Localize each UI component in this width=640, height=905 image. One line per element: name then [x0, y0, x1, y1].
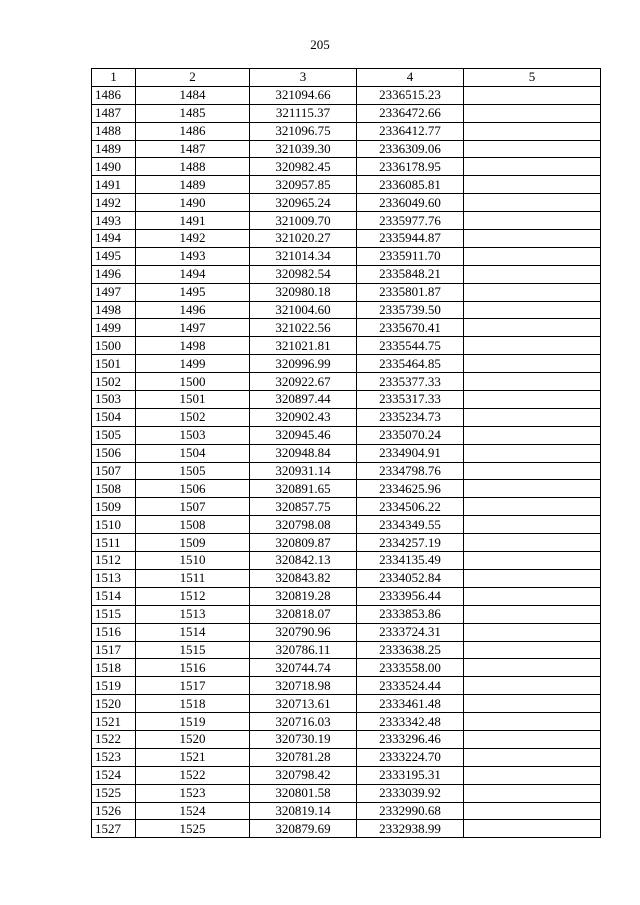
- index-cell: 1515: [136, 641, 250, 659]
- table-row: [92, 230, 601, 248]
- y-coordinate-cell: 2332938.99: [357, 820, 464, 838]
- table-row: [92, 283, 601, 301]
- x-coordinate-cell: 321020.27: [250, 230, 357, 248]
- index-cell: 1501: [136, 391, 250, 409]
- point-number-cell: 1512: [92, 552, 136, 570]
- header-cell-1: 1: [92, 69, 136, 87]
- note-cell: [464, 301, 601, 319]
- point-number-cell: 1501: [92, 355, 136, 373]
- note-cell: [464, 462, 601, 480]
- x-coordinate-cell: 320897.44: [250, 391, 357, 409]
- page-number: 205: [310, 37, 330, 52]
- y-coordinate-cell: 2336472.66: [357, 104, 464, 122]
- table-row: [92, 265, 601, 283]
- table-row: [92, 337, 601, 355]
- point-number-cell: 1490: [92, 158, 136, 176]
- x-coordinate-cell: 320843.82: [250, 569, 357, 587]
- point-number-cell: 1520: [92, 695, 136, 713]
- x-coordinate-cell: 320842.13: [250, 552, 357, 570]
- y-coordinate-cell: 2335911.70: [357, 247, 464, 265]
- table-row: [92, 516, 601, 534]
- note-cell: [464, 516, 601, 534]
- index-cell: 1500: [136, 373, 250, 391]
- note-cell: [464, 802, 601, 820]
- point-number-cell: 1497: [92, 283, 136, 301]
- index-cell: 1507: [136, 498, 250, 516]
- table-row: [92, 730, 601, 748]
- table-row: [92, 498, 601, 516]
- point-number-cell: 1496: [92, 265, 136, 283]
- point-number-cell: 1502: [92, 373, 136, 391]
- note-cell: [464, 766, 601, 784]
- table-row: [92, 408, 601, 426]
- y-coordinate-cell: 2333296.46: [357, 730, 464, 748]
- index-cell: 1513: [136, 605, 250, 623]
- note-cell: [464, 784, 601, 802]
- x-coordinate-cell: 320819.14: [250, 802, 357, 820]
- x-coordinate-cell: 320857.75: [250, 498, 357, 516]
- table-body: [92, 86, 601, 837]
- x-coordinate-cell: 320716.03: [250, 713, 357, 731]
- y-coordinate-cell: 2335377.33: [357, 373, 464, 391]
- point-number-cell: 1505: [92, 426, 136, 444]
- index-cell: 1525: [136, 820, 250, 838]
- x-coordinate-cell: 321004.60: [250, 301, 357, 319]
- note-cell: [464, 212, 601, 230]
- point-number-cell: 1515: [92, 605, 136, 623]
- note-cell: [464, 552, 601, 570]
- y-coordinate-cell: 2335317.33: [357, 391, 464, 409]
- point-number-cell: 1508: [92, 480, 136, 498]
- point-number-cell: 1498: [92, 301, 136, 319]
- table-row: [92, 355, 601, 373]
- index-cell: 1510: [136, 552, 250, 570]
- note-cell: [464, 373, 601, 391]
- x-coordinate-cell: 321096.75: [250, 122, 357, 140]
- index-cell: 1509: [136, 534, 250, 552]
- x-coordinate-cell: 320713.61: [250, 695, 357, 713]
- table-row: [92, 605, 601, 623]
- note-cell: [464, 158, 601, 176]
- point-number-cell: 1494: [92, 230, 136, 248]
- y-coordinate-cell: 2334349.55: [357, 516, 464, 534]
- x-coordinate-cell: 320996.99: [250, 355, 357, 373]
- x-coordinate-cell: 320801.58: [250, 784, 357, 802]
- note-cell: [464, 587, 601, 605]
- x-coordinate-cell: 320945.46: [250, 426, 357, 444]
- point-number-cell: 1499: [92, 319, 136, 337]
- point-number-cell: 1487: [92, 104, 136, 122]
- note-cell: [464, 337, 601, 355]
- note-cell: [464, 104, 601, 122]
- note-cell: [464, 247, 601, 265]
- y-coordinate-cell: 2336178.95: [357, 158, 464, 176]
- x-coordinate-cell: 320790.96: [250, 623, 357, 641]
- y-coordinate-cell: 2335739.50: [357, 301, 464, 319]
- note-cell: [464, 534, 601, 552]
- point-number-cell: 1510: [92, 516, 136, 534]
- y-coordinate-cell: 2335801.87: [357, 283, 464, 301]
- y-coordinate-cell: 2336309.06: [357, 140, 464, 158]
- table-row: [92, 194, 601, 212]
- y-coordinate-cell: 2336412.77: [357, 122, 464, 140]
- point-number-cell: 1518: [92, 659, 136, 677]
- x-coordinate-cell: 321115.37: [250, 104, 357, 122]
- point-number-cell: 1506: [92, 444, 136, 462]
- y-coordinate-cell: 2334625.96: [357, 480, 464, 498]
- point-number-cell: 1503: [92, 391, 136, 409]
- point-number-cell: 1521: [92, 713, 136, 731]
- note-cell: [464, 713, 601, 731]
- note-cell: [464, 176, 601, 194]
- index-cell: 1508: [136, 516, 250, 534]
- x-coordinate-cell: 320948.84: [250, 444, 357, 462]
- note-cell: [464, 641, 601, 659]
- x-coordinate-cell: 320718.98: [250, 677, 357, 695]
- index-cell: 1516: [136, 659, 250, 677]
- table-row: [92, 319, 601, 337]
- note-cell: [464, 695, 601, 713]
- index-cell: 1519: [136, 713, 250, 731]
- x-coordinate-cell: 320798.42: [250, 766, 357, 784]
- note-cell: [464, 498, 601, 516]
- table-row: [92, 158, 601, 176]
- index-cell: 1499: [136, 355, 250, 373]
- x-coordinate-cell: 320786.11: [250, 641, 357, 659]
- point-number-cell: 1517: [92, 641, 136, 659]
- y-coordinate-cell: 2333956.44: [357, 587, 464, 605]
- y-coordinate-cell: 2334135.49: [357, 552, 464, 570]
- index-cell: 1485: [136, 104, 250, 122]
- x-coordinate-cell: 320957.85: [250, 176, 357, 194]
- index-cell: 1502: [136, 408, 250, 426]
- index-cell: 1486: [136, 122, 250, 140]
- point-number-cell: 1524: [92, 766, 136, 784]
- table-row: [92, 820, 601, 838]
- point-number-cell: 1527: [92, 820, 136, 838]
- index-cell: 1522: [136, 766, 250, 784]
- note-cell: [464, 820, 601, 838]
- table-row: [92, 104, 601, 122]
- x-coordinate-cell: 320931.14: [250, 462, 357, 480]
- x-coordinate-cell: 320965.24: [250, 194, 357, 212]
- note-cell: [464, 122, 601, 140]
- y-coordinate-cell: 2336085.81: [357, 176, 464, 194]
- y-coordinate-cell: 2335070.24: [357, 426, 464, 444]
- point-number-cell: 1504: [92, 408, 136, 426]
- point-number-cell: 1513: [92, 569, 136, 587]
- index-cell: 1512: [136, 587, 250, 605]
- x-coordinate-cell: 320922.67: [250, 373, 357, 391]
- table-row: [92, 462, 601, 480]
- point-number-cell: 1519: [92, 677, 136, 695]
- point-number-cell: 1526: [92, 802, 136, 820]
- index-cell: 1524: [136, 802, 250, 820]
- table-header: [92, 69, 601, 87]
- table-row: [92, 534, 601, 552]
- x-coordinate-cell: 320982.45: [250, 158, 357, 176]
- y-coordinate-cell: 2333524.44: [357, 677, 464, 695]
- table-row: [92, 641, 601, 659]
- header-cell-4: 4: [357, 69, 464, 87]
- x-coordinate-cell: 320809.87: [250, 534, 357, 552]
- x-coordinate-cell: 320798.08: [250, 516, 357, 534]
- index-cell: 1496: [136, 301, 250, 319]
- index-cell: 1511: [136, 569, 250, 587]
- note-cell: [464, 140, 601, 158]
- index-cell: 1487: [136, 140, 250, 158]
- note-cell: [464, 444, 601, 462]
- note-cell: [464, 408, 601, 426]
- y-coordinate-cell: 2334257.19: [357, 534, 464, 552]
- table-row: [92, 373, 601, 391]
- x-coordinate-cell: 321039.30: [250, 140, 357, 158]
- note-cell: [464, 569, 601, 587]
- y-coordinate-cell: 2334904.91: [357, 444, 464, 462]
- y-coordinate-cell: 2333638.25: [357, 641, 464, 659]
- point-number-cell: 1511: [92, 534, 136, 552]
- table-row: [92, 480, 601, 498]
- y-coordinate-cell: 2334506.22: [357, 498, 464, 516]
- table-row: [92, 587, 601, 605]
- index-cell: 1514: [136, 623, 250, 641]
- note-cell: [464, 659, 601, 677]
- y-coordinate-cell: 2334798.76: [357, 462, 464, 480]
- note-cell: [464, 623, 601, 641]
- table-row: [92, 391, 601, 409]
- y-coordinate-cell: 2335234.73: [357, 408, 464, 426]
- note-cell: [464, 426, 601, 444]
- point-number-cell: 1491: [92, 176, 136, 194]
- y-coordinate-cell: 2332990.68: [357, 802, 464, 820]
- index-cell: 1498: [136, 337, 250, 355]
- index-cell: 1521: [136, 748, 250, 766]
- x-coordinate-cell: 320891.65: [250, 480, 357, 498]
- point-number-cell: 1507: [92, 462, 136, 480]
- note-cell: [464, 265, 601, 283]
- index-cell: 1504: [136, 444, 250, 462]
- table-row: [92, 659, 601, 677]
- x-coordinate-cell: 320982.54: [250, 265, 357, 283]
- table-row: [92, 695, 601, 713]
- index-cell: 1489: [136, 176, 250, 194]
- y-coordinate-cell: 2336515.23: [357, 86, 464, 104]
- point-number-cell: 1525: [92, 784, 136, 802]
- header-cell-2: 2: [136, 69, 250, 87]
- x-coordinate-cell: 320744.74: [250, 659, 357, 677]
- table-row: [92, 677, 601, 695]
- note-cell: [464, 748, 601, 766]
- table-row: [92, 802, 601, 820]
- x-coordinate-cell: 320781.28: [250, 748, 357, 766]
- coordinates-table: [91, 68, 601, 838]
- index-cell: 1523: [136, 784, 250, 802]
- index-cell: 1503: [136, 426, 250, 444]
- x-coordinate-cell: 320902.43: [250, 408, 357, 426]
- index-cell: 1491: [136, 212, 250, 230]
- y-coordinate-cell: 2333724.31: [357, 623, 464, 641]
- table-row: [92, 552, 601, 570]
- x-coordinate-cell: 321014.34: [250, 247, 357, 265]
- note-cell: [464, 480, 601, 498]
- point-number-cell: 1500: [92, 337, 136, 355]
- point-number-cell: 1522: [92, 730, 136, 748]
- y-coordinate-cell: 2333342.48: [357, 713, 464, 731]
- y-coordinate-cell: 2336049.60: [357, 194, 464, 212]
- x-coordinate-cell: 320818.07: [250, 605, 357, 623]
- table-row: [92, 176, 601, 194]
- y-coordinate-cell: 2335464.85: [357, 355, 464, 373]
- note-cell: [464, 86, 601, 104]
- x-coordinate-cell: 321022.56: [250, 319, 357, 337]
- table-row: [92, 623, 601, 641]
- x-coordinate-cell: 320730.19: [250, 730, 357, 748]
- note-cell: [464, 230, 601, 248]
- y-coordinate-cell: 2333224.70: [357, 748, 464, 766]
- y-coordinate-cell: 2333461.48: [357, 695, 464, 713]
- point-number-cell: 1493: [92, 212, 136, 230]
- index-cell: 1517: [136, 677, 250, 695]
- point-number-cell: 1489: [92, 140, 136, 158]
- x-coordinate-cell: 320879.69: [250, 820, 357, 838]
- x-coordinate-cell: 321021.81: [250, 337, 357, 355]
- index-cell: 1497: [136, 319, 250, 337]
- index-cell: 1494: [136, 265, 250, 283]
- index-cell: 1518: [136, 695, 250, 713]
- y-coordinate-cell: 2335977.76: [357, 212, 464, 230]
- note-cell: [464, 355, 601, 373]
- table-row: [92, 569, 601, 587]
- point-number-cell: 1492: [92, 194, 136, 212]
- index-cell: 1495: [136, 283, 250, 301]
- note-cell: [464, 194, 601, 212]
- point-number-cell: 1514: [92, 587, 136, 605]
- note-cell: [464, 283, 601, 301]
- header-cell-3: 3: [250, 69, 357, 87]
- point-number-cell: 1516: [92, 623, 136, 641]
- table-row: [92, 247, 601, 265]
- index-cell: 1493: [136, 247, 250, 265]
- y-coordinate-cell: 2333039.92: [357, 784, 464, 802]
- y-coordinate-cell: 2333853.86: [357, 605, 464, 623]
- table-row: [92, 86, 601, 104]
- table-row: [92, 766, 601, 784]
- table-row: [92, 212, 601, 230]
- index-cell: 1488: [136, 158, 250, 176]
- index-cell: 1492: [136, 230, 250, 248]
- point-number-cell: 1488: [92, 122, 136, 140]
- y-coordinate-cell: 2335670.41: [357, 319, 464, 337]
- table-row: [92, 140, 601, 158]
- x-coordinate-cell: 320980.18: [250, 283, 357, 301]
- y-coordinate-cell: 2335544.75: [357, 337, 464, 355]
- header-row: [92, 69, 601, 87]
- table-row: [92, 713, 601, 731]
- note-cell: [464, 677, 601, 695]
- point-number-cell: 1486: [92, 86, 136, 104]
- y-coordinate-cell: 2335848.21: [357, 265, 464, 283]
- y-coordinate-cell: 2333195.31: [357, 766, 464, 784]
- point-number-cell: 1509: [92, 498, 136, 516]
- index-cell: 1506: [136, 480, 250, 498]
- y-coordinate-cell: 2334052.84: [357, 569, 464, 587]
- table-row: [92, 301, 601, 319]
- note-cell: [464, 605, 601, 623]
- table-row: [92, 444, 601, 462]
- table-row: [92, 784, 601, 802]
- y-coordinate-cell: 2333558.00: [357, 659, 464, 677]
- point-number-cell: 1523: [92, 748, 136, 766]
- note-cell: [464, 391, 601, 409]
- table-row: [92, 426, 601, 444]
- note-cell: [464, 319, 601, 337]
- x-coordinate-cell: 321094.66: [250, 86, 357, 104]
- y-coordinate-cell: 2335944.87: [357, 230, 464, 248]
- note-cell: [464, 730, 601, 748]
- index-cell: 1490: [136, 194, 250, 212]
- index-cell: 1520: [136, 730, 250, 748]
- table-row: [92, 748, 601, 766]
- x-coordinate-cell: 320819.28: [250, 587, 357, 605]
- header-cell-5: 5: [464, 69, 601, 87]
- index-cell: 1505: [136, 462, 250, 480]
- table-row: [92, 122, 601, 140]
- x-coordinate-cell: 321009.70: [250, 212, 357, 230]
- index-cell: 1484: [136, 86, 250, 104]
- point-number-cell: 1495: [92, 247, 136, 265]
